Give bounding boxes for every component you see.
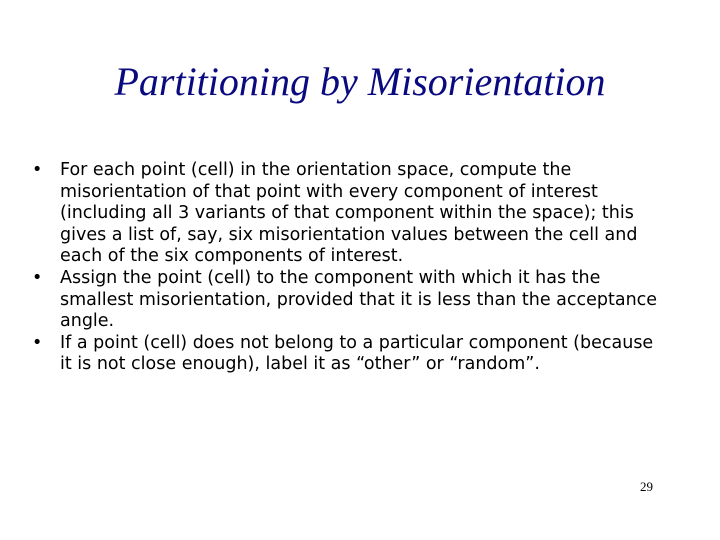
bullet-text: If a point (cell) does not belong to a particular component (because it is not close enough), label it as “other” or “random”. (60, 332, 654, 375)
bullet-icon: • (32, 267, 43, 288)
bullet-item (28, 160, 668, 268)
bullet-icon: • (32, 160, 43, 180)
bullet-list (28, 160, 668, 376)
slide-title: Partitioning by Misorientation (114, 59, 606, 104)
bullet-text: For each point (cell) in the orientation space, compute the misorientation of that point with every component of interest (including all 3 variants of that component within the space); this gives a list of, say, six misorientation values between the cell and each of the six components of interest. (60, 160, 638, 267)
bullet-item (28, 268, 668, 333)
bullet-icon: • (32, 332, 43, 353)
bullet-item (28, 333, 668, 376)
bullet-text: Assign the point (cell) to the component with which it has the smallest misorientation, provided that it is less than the acceptance angle. (60, 267, 658, 332)
page-number: 29 (640, 479, 653, 494)
